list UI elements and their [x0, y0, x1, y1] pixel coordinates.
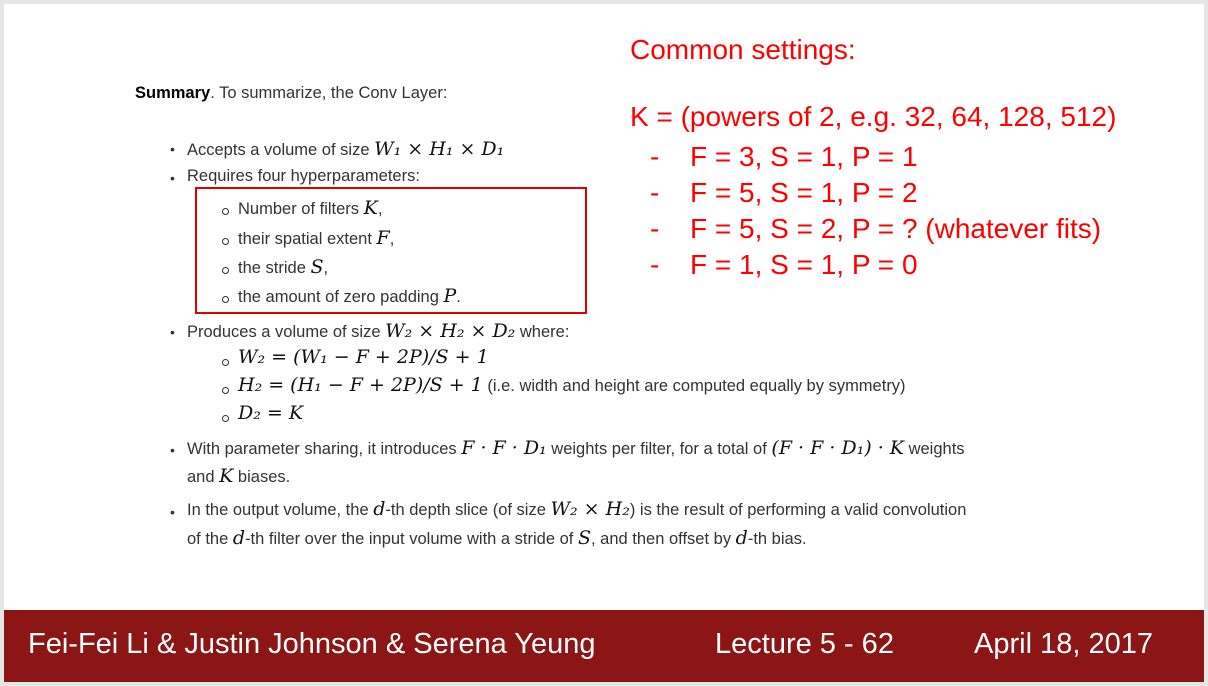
- footer-date: April 18, 2017: [974, 628, 1153, 660]
- out-math-size: W₂ × H₂: [550, 498, 630, 520]
- eq-h-line: [238, 374, 906, 396]
- hp-extent-math: F: [376, 227, 390, 249]
- produces-text: Produces a volume of size: [187, 323, 381, 341]
- sharing-line-1: [187, 437, 965, 459]
- out-text-b: -th depth slice (of size: [385, 501, 546, 519]
- settings-dash-4: -: [650, 249, 660, 280]
- eq-w-math: W₂ = (W₁ − F + 2P)/S + 1: [238, 346, 489, 368]
- hp-extent-text: their spatial extent: [238, 230, 372, 248]
- hp-stride-line: the stride S,: [238, 256, 329, 278]
- settings-title: Common settings:: [630, 34, 856, 65]
- accepts-math: W₁ × H₁ × D₁: [374, 138, 505, 160]
- hp-stride-text: the stride: [238, 259, 306, 277]
- sharing-text-b: weights per filter, for a total of: [551, 440, 767, 458]
- eq-w-line: [238, 346, 489, 368]
- bullet-dot: •: [170, 324, 175, 340]
- hp-filters-line: Number of filters K,: [238, 197, 383, 219]
- summary-heading-line: [135, 84, 447, 103]
- summary-intro: . To summarize, the Conv Layer:: [210, 84, 448, 102]
- hp-filters-text: Number of filters: [238, 200, 360, 218]
- settings-k-line: K = (powers of 2, e.g. 32, 64, 128, 512): [630, 101, 1117, 132]
- footer-bar: [4, 610, 1204, 682]
- settings-item-4: F = 1, S = 1, P = 0: [690, 249, 918, 280]
- bullet-dot: •: [170, 442, 175, 458]
- sub-bullet-circle: [222, 387, 229, 394]
- eq-h-note: (i.e. width and height are computed equally by symmetry): [487, 377, 906, 395]
- sharing-text-c: weights: [908, 440, 965, 458]
- hp-padding-math: P: [443, 285, 457, 307]
- out-text-e: -th filter over the input volume with a stride of: [245, 530, 574, 548]
- sub-bullet-circle: [222, 296, 229, 303]
- bullet-dot: •: [170, 141, 175, 157]
- settings-item-1: F = 3, S = 1, P = 1: [690, 141, 918, 172]
- slide: [4, 4, 1204, 682]
- hp-extent-line: their spatial extent F,: [238, 227, 395, 249]
- settings-dash-3: -: [650, 213, 660, 244]
- footer-lecture: Lecture 5 - 62: [715, 628, 894, 660]
- sub-bullet-circle: [222, 208, 229, 215]
- sharing-math-1: F · F · D₁: [461, 437, 547, 459]
- summary-heading: Summary: [135, 84, 211, 102]
- out-math-d3: d: [735, 527, 748, 549]
- sub-bullet-circle: [222, 238, 229, 245]
- sharing-text-a: With parameter sharing, it introduces: [187, 440, 457, 458]
- produces-line: [187, 320, 569, 342]
- out-text-g: -th bias.: [747, 530, 807, 548]
- accepts-line: [187, 138, 504, 160]
- sub-bullet-circle: [222, 267, 229, 274]
- out-text-d: of the: [187, 530, 229, 548]
- hp-padding-line: the amount of zero padding P.: [238, 285, 461, 307]
- settings-item-3: F = 5, S = 2, P = ? (whatever fits): [690, 213, 1102, 244]
- eq-h-math: H₂ = (H₁ − F + 2P)/S + 1: [238, 374, 483, 396]
- settings-dash-2: -: [650, 177, 660, 208]
- out-math-d1: d: [373, 498, 386, 520]
- out-math-s: S: [577, 527, 592, 549]
- sharing-text-d: and: [187, 468, 215, 486]
- output-line-2: [187, 527, 807, 549]
- eq-d-math: D₂ = K: [238, 402, 304, 424]
- bullet-dot: •: [170, 170, 175, 186]
- hp-stride-math: S: [310, 256, 324, 278]
- accepts-text: Accepts a volume of size: [187, 141, 370, 159]
- out-text-f: , and then offset by: [591, 530, 732, 548]
- settings-dash-1: -: [650, 141, 660, 172]
- out-text-a: In the output volume, the: [187, 501, 369, 519]
- sharing-math-3: K: [219, 465, 234, 487]
- bullet-dot: •: [170, 504, 175, 520]
- output-line-1: [187, 498, 966, 520]
- footer-authors: Fei-Fei Li & Justin Johnson & Serena Yeung: [28, 628, 596, 660]
- sharing-text-e: biases.: [237, 468, 291, 486]
- requires-text: Requires four hyperparameters:: [187, 167, 420, 185]
- sub-bullet-circle: [222, 415, 229, 422]
- sharing-line-2: [187, 465, 290, 487]
- hp-filters-math: K: [363, 197, 378, 219]
- produces-math: W₂ × H₂ × D₂: [385, 320, 516, 342]
- settings-item-2: F = 5, S = 1, P = 2: [690, 177, 918, 208]
- produces-tail: where:: [519, 323, 570, 341]
- eq-d-line: [238, 402, 303, 424]
- sub-bullet-circle: [222, 359, 229, 366]
- sharing-math-2: (F · F · D₁) · K: [771, 437, 904, 459]
- out-text-c: ) is the result of performing a valid convolution: [629, 501, 967, 519]
- hp-padding-text: the amount of zero padding: [238, 288, 439, 306]
- out-math-d2: d: [232, 527, 246, 549]
